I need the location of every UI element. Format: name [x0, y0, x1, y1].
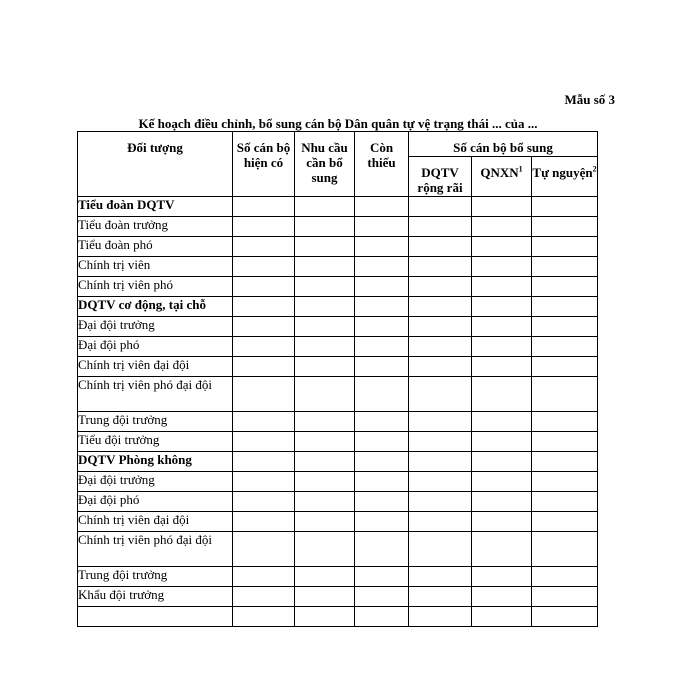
- value-cell[interactable]: [409, 357, 472, 377]
- table-row: [78, 357, 598, 377]
- position-label-cell: Trung đội trưởng: [78, 567, 233, 587]
- value-cell[interactable]: [409, 412, 472, 432]
- value-cell[interactable]: [233, 237, 295, 257]
- document-title: Kế hoạch điều chỉnh, bổ sung cán bộ Dân quân tự vệ trạng thái ... của ...: [138, 116, 538, 131]
- value-cell[interactable]: [355, 277, 409, 297]
- value-cell[interactable]: [233, 492, 295, 512]
- table-row: [78, 412, 598, 432]
- table-row: [78, 377, 598, 412]
- section-heading-cell: Tiểu đoàn DQTV: [78, 197, 233, 217]
- position-label-cell: Chính trị viên phó đại đội: [78, 377, 233, 412]
- value-cell[interactable]: [409, 277, 472, 297]
- table-row: [78, 512, 598, 532]
- value-cell[interactable]: [233, 452, 295, 472]
- value-cell[interactable]: [532, 337, 598, 357]
- value-cell[interactable]: [295, 512, 355, 532]
- value-cell[interactable]: [295, 237, 355, 257]
- value-cell[interactable]: [409, 257, 472, 277]
- value-cell[interactable]: [532, 277, 598, 297]
- value-cell[interactable]: [472, 587, 532, 607]
- header-supplement-group: Số cán bộ bổ sung: [409, 132, 598, 157]
- value-cell[interactable]: [355, 297, 409, 317]
- value-cell[interactable]: [295, 357, 355, 377]
- value-cell[interactable]: [409, 237, 472, 257]
- value-cell[interactable]: [233, 217, 295, 237]
- value-cell[interactable]: [355, 337, 409, 357]
- table-row: [78, 567, 598, 587]
- value-cell[interactable]: [355, 472, 409, 492]
- value-cell[interactable]: [532, 377, 598, 412]
- value-cell[interactable]: [233, 412, 295, 432]
- value-cell[interactable]: [532, 452, 598, 472]
- value-cell[interactable]: [295, 277, 355, 297]
- position-label-cell: Chính trị viên phó: [78, 277, 233, 297]
- value-cell[interactable]: [472, 217, 532, 237]
- value-cell[interactable]: [295, 492, 355, 512]
- value-cell[interactable]: [532, 317, 598, 337]
- value-cell[interactable]: [472, 567, 532, 587]
- value-cell[interactable]: [355, 512, 409, 532]
- footnote-ref-2: 2: [592, 164, 597, 174]
- value-cell[interactable]: [355, 257, 409, 277]
- value-cell[interactable]: [532, 492, 598, 512]
- position-label-cell: Tiểu đội trưởng: [78, 432, 233, 452]
- value-cell[interactable]: [409, 492, 472, 512]
- value-cell[interactable]: [295, 532, 355, 567]
- value-cell[interactable]: [409, 377, 472, 412]
- position-label-cell: Tiểu đoàn phó: [78, 237, 233, 257]
- value-cell[interactable]: [295, 567, 355, 587]
- value-cell[interactable]: [472, 237, 532, 257]
- value-cell[interactable]: [295, 412, 355, 432]
- table-row: [78, 317, 598, 337]
- table-row: [78, 452, 598, 472]
- header-voluntary: [532, 157, 598, 197]
- value-cell[interactable]: [409, 317, 472, 337]
- value-cell[interactable]: [233, 512, 295, 532]
- position-label-cell: Khẩu đội trưởng: [78, 587, 233, 607]
- table-row: [78, 587, 598, 607]
- header-need: Nhu cầu cần bổ sung: [295, 132, 355, 197]
- header-row-1: [78, 132, 598, 157]
- value-cell[interactable]: [409, 217, 472, 237]
- value-cell[interactable]: [233, 297, 295, 317]
- position-label-cell: Đại đội trưởng: [78, 472, 233, 492]
- value-cell[interactable]: [409, 607, 472, 627]
- value-cell[interactable]: [409, 587, 472, 607]
- value-cell[interactable]: [355, 587, 409, 607]
- table-row: [78, 277, 598, 297]
- value-cell[interactable]: [472, 532, 532, 567]
- value-cell[interactable]: [532, 472, 598, 492]
- value-cell[interactable]: [409, 532, 472, 567]
- value-cell[interactable]: [409, 472, 472, 492]
- table-row: [78, 257, 598, 277]
- table-row: [78, 197, 598, 217]
- value-cell[interactable]: [295, 452, 355, 472]
- value-cell[interactable]: [532, 237, 598, 257]
- position-label-cell: Đại đội trưởng: [78, 317, 233, 337]
- value-cell[interactable]: [233, 197, 295, 217]
- value-cell[interactable]: [233, 432, 295, 452]
- value-cell[interactable]: [472, 512, 532, 532]
- value-cell[interactable]: [295, 317, 355, 337]
- value-cell[interactable]: [472, 277, 532, 297]
- header-current-staff: Số cán bộ hiện có: [233, 132, 295, 197]
- value-cell[interactable]: [233, 472, 295, 492]
- value-cell[interactable]: [472, 357, 532, 377]
- value-cell[interactable]: [295, 217, 355, 237]
- table-row: [78, 607, 598, 627]
- value-cell[interactable]: [409, 337, 472, 357]
- position-label-cell: Tiểu đoàn trưởng: [78, 217, 233, 237]
- value-cell[interactable]: [532, 412, 598, 432]
- position-label-cell: Chính trị viên đại đội: [78, 512, 233, 532]
- value-cell[interactable]: [233, 337, 295, 357]
- table-row: [78, 472, 598, 492]
- value-cell[interactable]: [355, 452, 409, 472]
- value-cell[interactable]: [295, 472, 355, 492]
- header-qnxn: [472, 157, 532, 197]
- value-cell[interactable]: [409, 452, 472, 472]
- value-cell[interactable]: [532, 197, 598, 217]
- position-label-cell: Chính trị viên phó đại đội: [78, 532, 233, 567]
- value-cell[interactable]: [472, 317, 532, 337]
- header-lacking: Còn thiếu: [355, 132, 409, 197]
- value-cell[interactable]: [472, 297, 532, 317]
- value-cell[interactable]: [233, 377, 295, 412]
- header-voluntary-text: Tự nguyện: [532, 165, 593, 180]
- value-cell[interactable]: [472, 452, 532, 472]
- value-cell[interactable]: [472, 197, 532, 217]
- value-cell[interactable]: [295, 432, 355, 452]
- header-qnxn-text: QNXN: [480, 165, 519, 180]
- table-row: [78, 532, 598, 567]
- value-cell[interactable]: [472, 412, 532, 432]
- value-cell[interactable]: [532, 257, 598, 277]
- value-cell[interactable]: [233, 607, 295, 627]
- value-cell[interactable]: [295, 587, 355, 607]
- value-cell[interactable]: [355, 607, 409, 627]
- value-cell[interactable]: [355, 377, 409, 412]
- table-row: [78, 432, 598, 452]
- position-label-cell: Chính trị viên đại đội: [78, 357, 233, 377]
- value-cell[interactable]: [295, 297, 355, 317]
- value-cell[interactable]: [295, 257, 355, 277]
- section-heading-cell: DQTV Phòng không: [78, 452, 233, 472]
- value-cell[interactable]: [233, 357, 295, 377]
- value-cell[interactable]: [355, 412, 409, 432]
- value-cell[interactable]: [233, 257, 295, 277]
- value-cell[interactable]: [532, 532, 598, 567]
- value-cell[interactable]: [532, 567, 598, 587]
- value-cell[interactable]: [472, 492, 532, 512]
- value-cell[interactable]: [233, 277, 295, 297]
- value-cell[interactable]: [409, 197, 472, 217]
- footnote-ref-1: 1: [518, 164, 523, 174]
- value-cell[interactable]: [233, 532, 295, 567]
- value-cell[interactable]: [233, 317, 295, 337]
- table-row: [78, 237, 598, 257]
- position-label-cell: Chính trị viên: [78, 257, 233, 277]
- value-cell[interactable]: [532, 512, 598, 532]
- value-cell[interactable]: [355, 567, 409, 587]
- value-cell[interactable]: [355, 317, 409, 337]
- table-row: [78, 297, 598, 317]
- value-cell[interactable]: [233, 567, 295, 587]
- value-cell[interactable]: [409, 432, 472, 452]
- table-row: [78, 217, 598, 237]
- position-label-cell: Đại đội phó: [78, 337, 233, 357]
- value-cell[interactable]: [355, 357, 409, 377]
- value-cell[interactable]: [532, 217, 598, 237]
- value-cell[interactable]: [295, 197, 355, 217]
- value-cell[interactable]: [355, 492, 409, 512]
- value-cell[interactable]: [295, 377, 355, 412]
- header-subject: Đối tượng: [78, 132, 233, 197]
- staffing-plan-table: [77, 131, 598, 627]
- value-cell[interactable]: [409, 297, 472, 317]
- value-cell[interactable]: [472, 337, 532, 357]
- value-cell[interactable]: [233, 587, 295, 607]
- value-cell[interactable]: [532, 587, 598, 607]
- value-cell[interactable]: [355, 217, 409, 237]
- value-cell[interactable]: [472, 377, 532, 412]
- value-cell[interactable]: [472, 607, 532, 627]
- section-heading-cell: DQTV cơ động, tại chỗ: [78, 297, 233, 317]
- table-row: [78, 492, 598, 512]
- position-label-cell: Trung đội trưởng: [78, 412, 233, 432]
- header-dqtv-wide: DQTV rộng rãi: [409, 157, 472, 197]
- form-number-label: Mẫu số 3: [564, 92, 615, 107]
- value-cell[interactable]: [532, 607, 598, 627]
- position-label-cell: [78, 607, 233, 627]
- value-cell[interactable]: [532, 432, 598, 452]
- value-cell[interactable]: [295, 337, 355, 357]
- value-cell[interactable]: [472, 472, 532, 492]
- value-cell[interactable]: [472, 432, 532, 452]
- value-cell[interactable]: [355, 532, 409, 567]
- value-cell[interactable]: [532, 297, 598, 317]
- value-cell[interactable]: [355, 237, 409, 257]
- table-body: [78, 197, 598, 627]
- value-cell[interactable]: [295, 607, 355, 627]
- value-cell[interactable]: [355, 432, 409, 452]
- value-cell[interactable]: [532, 357, 598, 377]
- value-cell[interactable]: [355, 197, 409, 217]
- table-row: [78, 337, 598, 357]
- value-cell[interactable]: [409, 567, 472, 587]
- value-cell[interactable]: [409, 512, 472, 532]
- position-label-cell: Đại đội phó: [78, 492, 233, 512]
- value-cell[interactable]: [472, 257, 532, 277]
